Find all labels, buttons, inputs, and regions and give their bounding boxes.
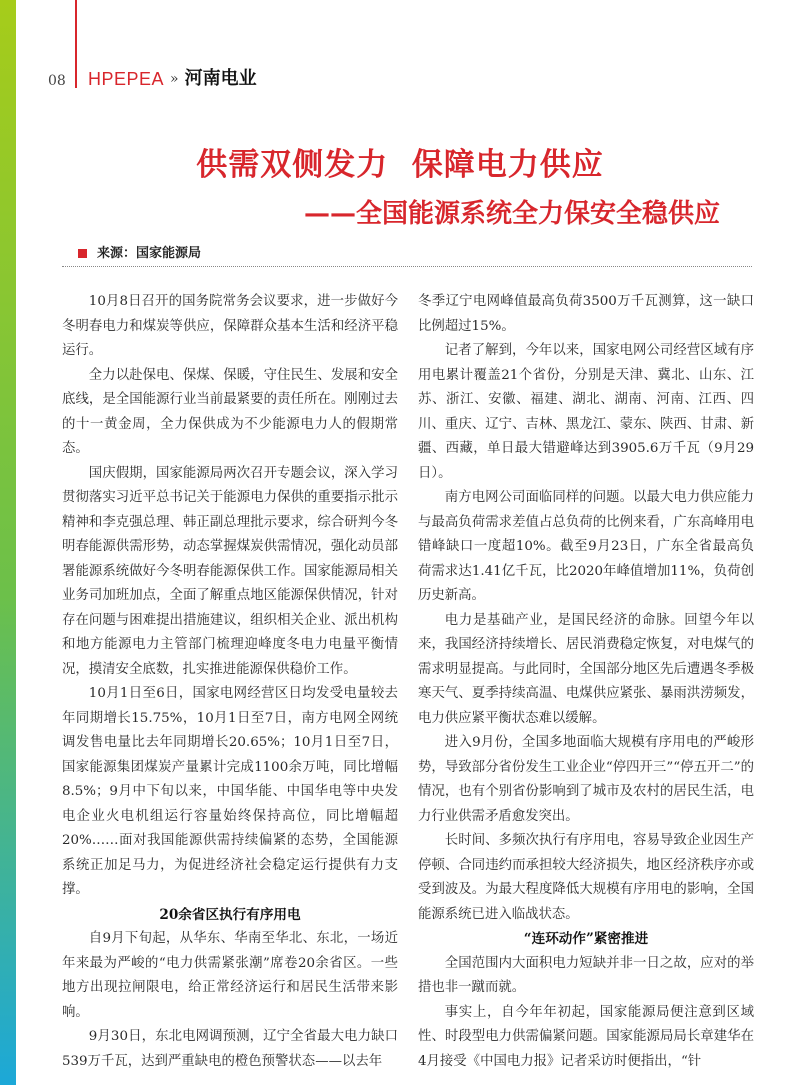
section-heading: “连环动作”紧密推进 [523, 931, 649, 947]
page-number: 08 [48, 73, 66, 89]
article-subtitle: ——全国能源系统全力保安全稳供应 [303, 199, 720, 229]
article-title: 供需双侧发力 保障电力供应 [196, 147, 604, 183]
paragraph: 国庆假期，国家能源局两次召开专题会议，深入学习贯彻落实习近平总书记关于能源电力保供的重要指示批示精神和李克强总理、韩正副总理批示要求，综合研判今冬明春能源供需形势，动态掌握煤炭供需情况，强化动员部署能源系统做好今冬明春能源保供工作。国家能源局相关业务司加班加点，全面了解重点地区能源保供情况，针对存在问题与困难提出措施建议，组织相关企业、派出机构和地方能源电力主管部门梳理迎峰度冬电力电量平衡情况，摸清安全底数，扎实推进能源保供稳价工作。 [62, 465, 398, 677]
right-column [418, 290, 754, 1074]
paragraph: 10月8日召开的国务院常务会议要求，进一步做好今冬明春电力和煤炭等供应，保障群众基本生活和经济平稳运行。 [62, 294, 398, 358]
magazine-header [88, 66, 257, 92]
dotted-divider [62, 266, 752, 267]
magazine-logo: HPEPEA [88, 69, 165, 89]
paragraph: 长时间、多频次执行有序用电，容易导致企业因生产停顿、合同违约而承担较大经济损失，地区经济秩序亦或受到波及。为最大程度降低大规模有序用电的影响，全国能源系统已进入临战状态。 [418, 833, 754, 922]
source-text: 来源：国家能源局 [97, 245, 202, 260]
chevron-icon: » [170, 71, 179, 87]
paragraph: 9月30日，东北电网调预测，辽宁全省最大电力缺口539万千瓦，达到严重缺电的橙色预警状态——以去年 [62, 1029, 398, 1069]
article-source [78, 244, 201, 262]
paragraph: 进入9月份，全国多地面临大规模有序用电的严峻形势，导致部分省份发生工业企业“停四开三”“停五开二”的情况，也有个别省份影响到了城市及农村的居民生活，电力行业供需矛盾愈发突出。 [418, 735, 754, 824]
paragraph: 电力是基础产业，是国民经济的命脉。回望今年以来，我国经济持续增长、居民消费稳定恢复，对电煤气的需求明显提高。与此同时，全国部分地区先后遭遇冬季极寒天气、夏季持续高温、电煤供应紧张、暴雨洪涝频发，电力供应紧平衡状态难以缓解。 [418, 612, 754, 726]
paragraph: 全国范围内大面积电力短缺并非一日之故，应对的举措也非一蹴而就。 [418, 955, 754, 995]
paragraph: 10月1日至6日，国家电网经营区日均发受电量较去年同期增长15.75%，10月1日至7日，南方电网全网统调发售电量比去年同期增长20.65%；10月1日至7日，国家能源集团煤炭产量累计完成1100余万吨，同比增幅8.5%；9月中下旬以来，中国华能、中国华电等中央发电企业火电机组运行容量始终保持高位，同比增幅超20%……面对我国能源供需持续偏紧的态势，全国能源系统正加足马力，为促进经济社会稳定运行提供有力支撑。 [62, 686, 398, 897]
paragraph: 自9月下旬起，从华东、华南至华北、东北，一场近年来最为严峻的“电力供需紧张潮”席卷20余省区。一些地方出现拉闸限电，给正常经济运行和居民生活带来影响。 [62, 931, 398, 1020]
paragraph: 事实上，自今年年初起，国家能源局便注意到区域性、时段型电力供需偏紧问题。国家能源局局长章建华在4月接受《中国电力报》记者采访时便指出，“针 [418, 1004, 754, 1069]
paragraph: 南方电网公司面临同样的问题。以最大电力供应能力与最高负荷需求差值占总负荷的比例来看，广东高峰用电错峰缺口一度超10%。截至9月23日，广东全省最高负荷需求达1.41亿千瓦，比2020年峰值增加11%，负荷创历史新高。 [418, 490, 754, 603]
paragraph: 记者了解到，今年以来，国家电网公司经营区域有序用电累计覆盖21个省份，分别是天津、冀北、山东、江苏、浙江、安徽、福建、湖北、湖南、河南、江西、四川、重庆、辽宁、吉林、黑龙江、蒙东、陕西、甘肃、新疆、西藏，单日最大错避峰达到3905.6万千瓦（9月29日）。 [418, 343, 754, 481]
header-divider [75, 0, 77, 88]
magazine-name: 河南电业 [184, 68, 257, 89]
section-heading: 20余省区执行有序用电 [159, 906, 301, 923]
paragraph: 全力以赴保电、保煤、保暖，守住民生、发展和安全底线，是全国能源行业当前最紧要的责任所在。刚刚过去的十一黄金周，全力保供成为不少能源电力人的假期常态。 [62, 367, 398, 456]
square-bullet-icon [78, 249, 87, 258]
paragraph: 冬季辽宁电网峰值最高负荷3500万千瓦测算，这一缺口比例超过15%。 [418, 294, 754, 334]
left-column [62, 290, 398, 1074]
